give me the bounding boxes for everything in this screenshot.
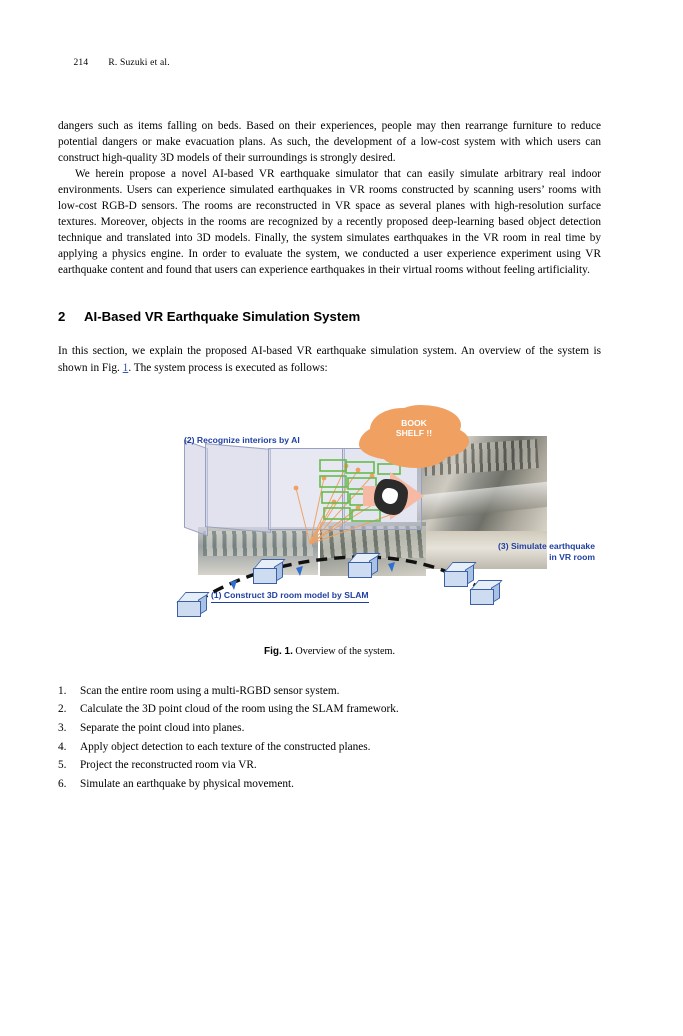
list-item	[58, 739, 601, 755]
figure-label-step-3	[450, 541, 595, 563]
section-intro-before: In this section, we explain the proposed AI-based VR earthquake simulation system. An overview of the system is shown in Fig.	[58, 345, 601, 374]
figure-1	[58, 404, 601, 657]
list-item	[58, 776, 601, 792]
list-item-marker: 5.	[58, 759, 67, 772]
section-intro-after: . The system process is executed as follows:	[128, 361, 328, 374]
section-intro	[58, 343, 601, 375]
list-item-marker: 3.	[58, 721, 67, 734]
figure-label-step-1: (1) Construct 3D room model by SLAM	[211, 590, 369, 603]
list-item	[58, 720, 601, 736]
list-item	[58, 701, 601, 717]
list-item-marker: 6.	[58, 778, 67, 791]
list-item-marker: 4.	[58, 740, 67, 753]
figure-reference-link[interactable]: 1	[122, 361, 129, 374]
page-content	[58, 48, 601, 795]
section-number: 2	[58, 309, 66, 325]
section-spacer-top	[58, 278, 601, 309]
figure-caption-label: Fig. 1.	[263, 645, 293, 657]
list-item-text: Apply object detection to each texture of the constructed planes.	[80, 740, 371, 753]
section-title: AI-Based VR Earthquake Simulation System	[84, 309, 361, 325]
figure-label-step-2: (2) Recognize interiors by AI	[184, 434, 300, 445]
figure-artwork	[58, 404, 601, 634]
section-heading	[58, 309, 601, 324]
list-item-marker: 2.	[58, 703, 67, 716]
figure-1-image	[58, 404, 601, 634]
running-head	[58, 48, 601, 78]
speech-cloud-line1: BOOK	[401, 417, 427, 428]
process-step-list	[58, 683, 601, 793]
running-head-author: R. Suzuki et al.	[108, 58, 170, 68]
list-item-text: Project the reconstructed room via VR.	[80, 759, 257, 772]
paragraph-1: dangers such as items falling on beds. Based on their experiences, people may then rearrange furniture to reduce potential dangers or make evacuation plans. As such, the development of a low-cost system with which users can construct high-quality 3D models of their surroundings is strongly desired.	[58, 120, 601, 165]
figure-label-step-3-line2: in VR room	[549, 551, 595, 562]
list-item-text: Scan the entire room using a multi-RGBD sensor system.	[80, 684, 340, 697]
speech-cloud-text	[377, 418, 451, 439]
figure-label-step-3-line1: (3) Simulate earthquake	[498, 540, 595, 551]
figure-caption-text: Overview of the system.	[295, 645, 396, 657]
list-item-text: Simulate an earthquake by physical movement.	[80, 778, 294, 791]
section-spacer-bottom	[58, 324, 601, 343]
list-item-marker: 1.	[58, 684, 67, 697]
list-item	[58, 683, 601, 699]
paragraph-2: We herein propose a novel AI-based VR earthquake simulator that can easily simulate arbitrary real indoor environments. Users can experience simulated earthquakes in VR rooms constructed by scanning users’ rooms with low-cost RGB-D sensors. The rooms are reconstructed in VR space as several planes with high-resolution surface textures. Moreover, objects in the rooms are recognized by a recently proposed deep-learning based object detection technique and translated into 3D models. Finally, the system simulates earthquakes in the VR room in real time by applying a physics engine. In order to evaluate the system, we conducted a user experience experiment using VR earthquake content and found that users can experience earthquakes in their virtual rooms without feeling artificiality.	[58, 168, 601, 277]
falling-object-icon	[374, 479, 408, 515]
list-item-text: Calculate the 3D point cloud of the room using the SLAM framework.	[80, 703, 399, 716]
list-item	[58, 757, 601, 773]
page-number: 214	[73, 58, 89, 68]
figure-caption	[58, 646, 601, 657]
speech-cloud-line2: SHELF !!	[395, 428, 433, 439]
list-item-text: Separate the point cloud into planes.	[80, 721, 245, 734]
